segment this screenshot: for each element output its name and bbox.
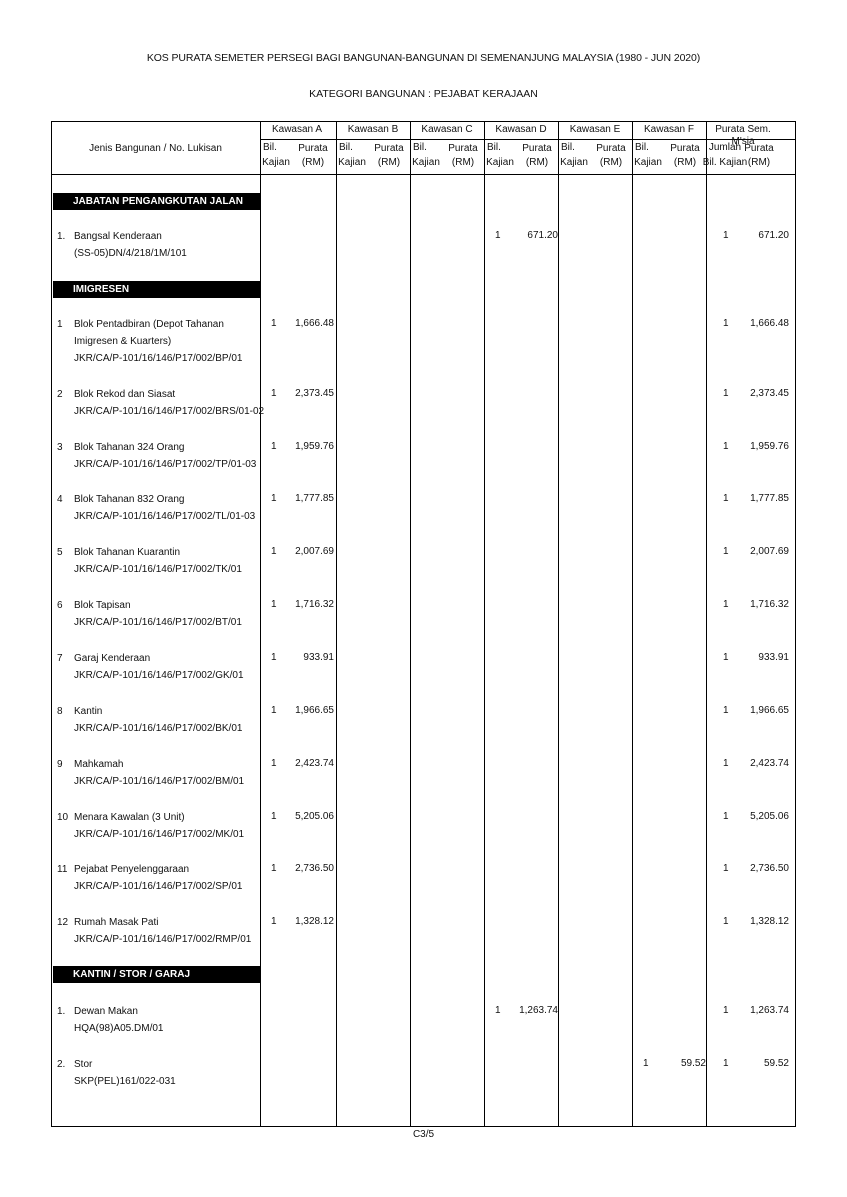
bil-header: Kajian xyxy=(262,157,290,168)
region-header: Kawasan A xyxy=(271,124,323,135)
total-bil-value: 1 xyxy=(723,758,729,769)
bil-kajian-value: 1 xyxy=(495,1005,501,1016)
column-divider xyxy=(336,122,337,1126)
purata-value: 5,205.06 xyxy=(295,811,334,822)
purata-value: 1,966.65 xyxy=(295,705,334,716)
total-purata-value: 1,777.85 xyxy=(750,493,789,504)
bil-kajian-value: 1 xyxy=(271,652,277,663)
region-header: Kawasan E xyxy=(569,124,621,135)
item-number: 9 xyxy=(57,759,63,770)
bil-kajian-value: 1 xyxy=(271,318,277,329)
building-name: Kantin xyxy=(74,706,103,717)
building-name: Blok Tahanan Kuarantin xyxy=(74,547,181,558)
drawing-number: JKR/CA/P-101/16/146/P17/002/RMP/01 xyxy=(74,934,252,945)
jenis-header: Jenis Bangunan / No. Lukisan xyxy=(89,143,222,154)
item-number: 12 xyxy=(57,917,69,928)
purata-header: (RM) xyxy=(673,157,697,168)
total-purata-value: 933.91 xyxy=(758,652,789,663)
purata-header: Purata xyxy=(670,143,700,154)
drawing-number: Imigresen & Kuarters) xyxy=(74,336,172,347)
bil-header: Jumlah xyxy=(708,142,742,153)
drawing-number: JKR/CA/P-101/16/146/P17/002/TP/01-03 xyxy=(74,459,257,470)
drawing-number: JKR/CA/P-101/16/146/P17/002/TL/01-03 xyxy=(74,511,256,522)
purata-value: 2,007.69 xyxy=(295,546,334,557)
item-number: 3 xyxy=(57,442,63,453)
building-name: Blok Pentadbiran (Depot Tahanan xyxy=(74,319,224,330)
region-header: Purata Sem. M'sia xyxy=(715,124,771,147)
building-name: Stor xyxy=(74,1059,93,1070)
purata-value: 1,959.76 xyxy=(295,441,334,452)
drawing-number: (SS-05)DN/4/218/1M/101 xyxy=(74,248,187,259)
purata-value: 2,373.45 xyxy=(295,388,334,399)
bil-kajian-value: 1 xyxy=(271,863,277,874)
bil-kajian-value: 1 xyxy=(271,705,277,716)
purata-header: Purata xyxy=(744,143,774,154)
purata-value: 1,666.48 xyxy=(295,318,334,329)
building-name: Pejabat Penyelenggaraan xyxy=(74,864,190,875)
bil-header: Bil. xyxy=(413,142,427,153)
purata-header: Purata xyxy=(448,143,478,154)
bil-kajian-value: 1 xyxy=(271,599,277,610)
bil-kajian-value: 1 xyxy=(271,493,277,504)
purata-header: Purata xyxy=(298,143,328,154)
total-bil-value: 1 xyxy=(723,705,729,716)
item-number: 1. xyxy=(57,231,66,242)
total-purata-value: 2,423.74 xyxy=(750,758,789,769)
building-name: Bangsal Kenderaan xyxy=(74,231,162,242)
purata-value: 1,716.32 xyxy=(295,599,334,610)
total-purata-value: 1,959.76 xyxy=(750,441,789,452)
total-purata-value: 2,736.50 xyxy=(750,863,789,874)
bil-kajian-value: 1 xyxy=(271,811,277,822)
building-name: Menara Kawalan (3 Unit) xyxy=(74,812,185,823)
bil-header: Kajian xyxy=(338,157,366,168)
item-number: 7 xyxy=(57,653,63,664)
building-name: Mahkamah xyxy=(74,759,124,770)
item-number: 11 xyxy=(57,864,68,875)
total-bil-value: 1 xyxy=(723,230,729,241)
purata-header: (RM) xyxy=(301,157,325,168)
purata-header: Purata xyxy=(596,143,626,154)
total-purata-value: 1,966.65 xyxy=(750,705,789,716)
drawing-number: JKR/CA/P-101/16/146/P17/002/GK/01 xyxy=(74,670,244,681)
purata-value: 1,777.85 xyxy=(295,493,334,504)
column-divider xyxy=(558,122,559,1126)
drawing-number: JKR/CA/P-101/16/146/P17/002/BM/01 xyxy=(74,776,245,787)
purata-value: 671.20 xyxy=(527,230,558,241)
drawing-number: JKR/CA/P-101/16/146/P17/002/BT/01 xyxy=(74,617,242,628)
region-header: Kawasan B xyxy=(347,124,399,135)
bil-header: Bil. Kajian xyxy=(702,157,748,168)
purata-header: (RM) xyxy=(451,157,475,168)
total-purata-value: 59.52 xyxy=(763,1058,789,1069)
item-number: 1 xyxy=(57,319,63,330)
column-divider xyxy=(706,122,707,1126)
header-bottom-rule xyxy=(52,174,795,175)
item-number: 6 xyxy=(57,600,63,611)
item-number: 2 xyxy=(57,389,63,400)
section-header: JABATAN PENGANGKUTAN JALAN xyxy=(53,193,260,210)
region-header: Kawasan F xyxy=(643,124,695,135)
column-divider xyxy=(410,122,411,1126)
total-bil-value: 1 xyxy=(723,916,729,927)
purata-header: (RM) xyxy=(747,157,771,168)
bil-kajian-value: 1 xyxy=(271,441,277,452)
drawing-number: JKR/CA/P-101/16/146/P17/002/BK/01 xyxy=(74,723,243,734)
region-header: Kawasan C xyxy=(421,124,473,135)
section-header: KANTIN / STOR / GARAJ xyxy=(53,966,260,983)
purata-header: (RM) xyxy=(377,157,401,168)
total-purata-value: 5,205.06 xyxy=(750,811,789,822)
section-header: IMIGRESEN xyxy=(53,281,260,298)
drawing-number: JKR/CA/P-101/16/146/P17/002/BP/01 xyxy=(74,353,243,364)
total-bil-value: 1 xyxy=(723,546,729,557)
bil-kajian-value: 1 xyxy=(643,1058,649,1069)
drawing-number: JKR/CA/P-101/16/146/P17/002/MK/01 xyxy=(74,829,245,840)
building-name: Rumah Masak Pati xyxy=(74,917,159,928)
total-bil-value: 1 xyxy=(723,493,729,504)
drawing-number: JKR/CA/P-101/16/146/P17/002/SP/01 xyxy=(74,881,243,892)
total-purata-value: 1,328.12 xyxy=(750,916,789,927)
region-header: Kawasan D xyxy=(495,124,547,135)
total-bil-value: 1 xyxy=(723,1058,729,1069)
purata-header: Purata xyxy=(522,143,552,154)
total-purata-value: 2,373.45 xyxy=(750,388,789,399)
bil-header: Kajian xyxy=(634,157,662,168)
column-divider xyxy=(632,122,633,1126)
bil-header: Kajian xyxy=(412,157,440,168)
item-number: 2. xyxy=(57,1059,66,1070)
item-number: 8 xyxy=(57,706,63,717)
bil-header: Bil. xyxy=(339,142,353,153)
page-title: KOS PURATA SEMETER PERSEGI BAGI BANGUNAN-BANGUNAN DI SEMENANJUNG MALAYSIA (1980 - JUN 2020) xyxy=(146,52,701,64)
building-name: Blok Tahanan 324 Orang xyxy=(74,442,185,453)
bil-kajian-value: 1 xyxy=(271,758,277,769)
total-bil-value: 1 xyxy=(723,811,729,822)
item-number: 1. xyxy=(57,1006,66,1017)
bil-header: Kajian xyxy=(560,157,588,168)
total-bil-value: 1 xyxy=(723,652,729,663)
drawing-number: SKP(PEL)161/022-031 xyxy=(74,1076,176,1087)
total-bil-value: 1 xyxy=(723,1005,729,1016)
bil-kajian-value: 1 xyxy=(495,230,501,241)
bil-kajian-value: 1 xyxy=(271,546,277,557)
total-bil-value: 1 xyxy=(723,863,729,874)
total-bil-value: 1 xyxy=(723,318,729,329)
bil-header: Kajian xyxy=(486,157,514,168)
purata-header: (RM) xyxy=(525,157,549,168)
page-number: C3/5 xyxy=(412,1129,435,1140)
bil-header: Bil. xyxy=(487,142,501,153)
total-bil-value: 1 xyxy=(723,388,729,399)
bil-header: Bil. xyxy=(635,142,649,153)
total-purata-value: 2,007.69 xyxy=(750,546,789,557)
total-purata-value: 1,666.48 xyxy=(750,318,789,329)
building-name: Blok Tahanan 832 Orang xyxy=(74,494,185,505)
drawing-number: HQA(98)A05.DM/01 xyxy=(74,1023,164,1034)
purata-value: 59.52 xyxy=(680,1058,706,1069)
item-number: 4 xyxy=(57,494,63,505)
building-name: Dewan Makan xyxy=(74,1006,138,1017)
purata-value: 2,423.74 xyxy=(295,758,334,769)
total-purata-value: 671.20 xyxy=(758,230,789,241)
purata-value: 1,328.12 xyxy=(295,916,334,927)
bil-kajian-value: 1 xyxy=(271,916,277,927)
bil-kajian-value: 1 xyxy=(271,388,277,399)
item-number: 5 xyxy=(57,547,63,558)
drawing-number: JKR/CA/P-101/16/146/P17/002/TK/01 xyxy=(74,564,242,575)
bil-header: Bil. xyxy=(263,142,277,153)
building-name: Blok Tapisan xyxy=(74,600,131,611)
purata-value: 2,736.50 xyxy=(295,863,334,874)
purata-header: Purata xyxy=(374,143,404,154)
purata-header: (RM) xyxy=(599,157,623,168)
total-bil-value: 1 xyxy=(723,441,729,452)
building-name: Blok Rekod dan Siasat xyxy=(74,389,176,400)
item-number: 10 xyxy=(57,812,69,823)
column-divider xyxy=(484,122,485,1126)
purata-value: 933.91 xyxy=(303,652,334,663)
category-subtitle: KATEGORI BANGUNAN : PEJABAT KERAJAAN xyxy=(309,88,538,100)
total-bil-value: 1 xyxy=(723,599,729,610)
building-name: Garaj Kenderaan xyxy=(74,653,151,664)
total-purata-value: 1,263.74 xyxy=(750,1005,789,1016)
drawing-number: JKR/CA/P-101/16/146/P17/002/BRS/01-02 xyxy=(74,406,265,417)
purata-value: 1,263.74 xyxy=(519,1005,558,1016)
total-purata-value: 1,716.32 xyxy=(750,599,789,610)
bil-header: Bil. xyxy=(561,142,575,153)
